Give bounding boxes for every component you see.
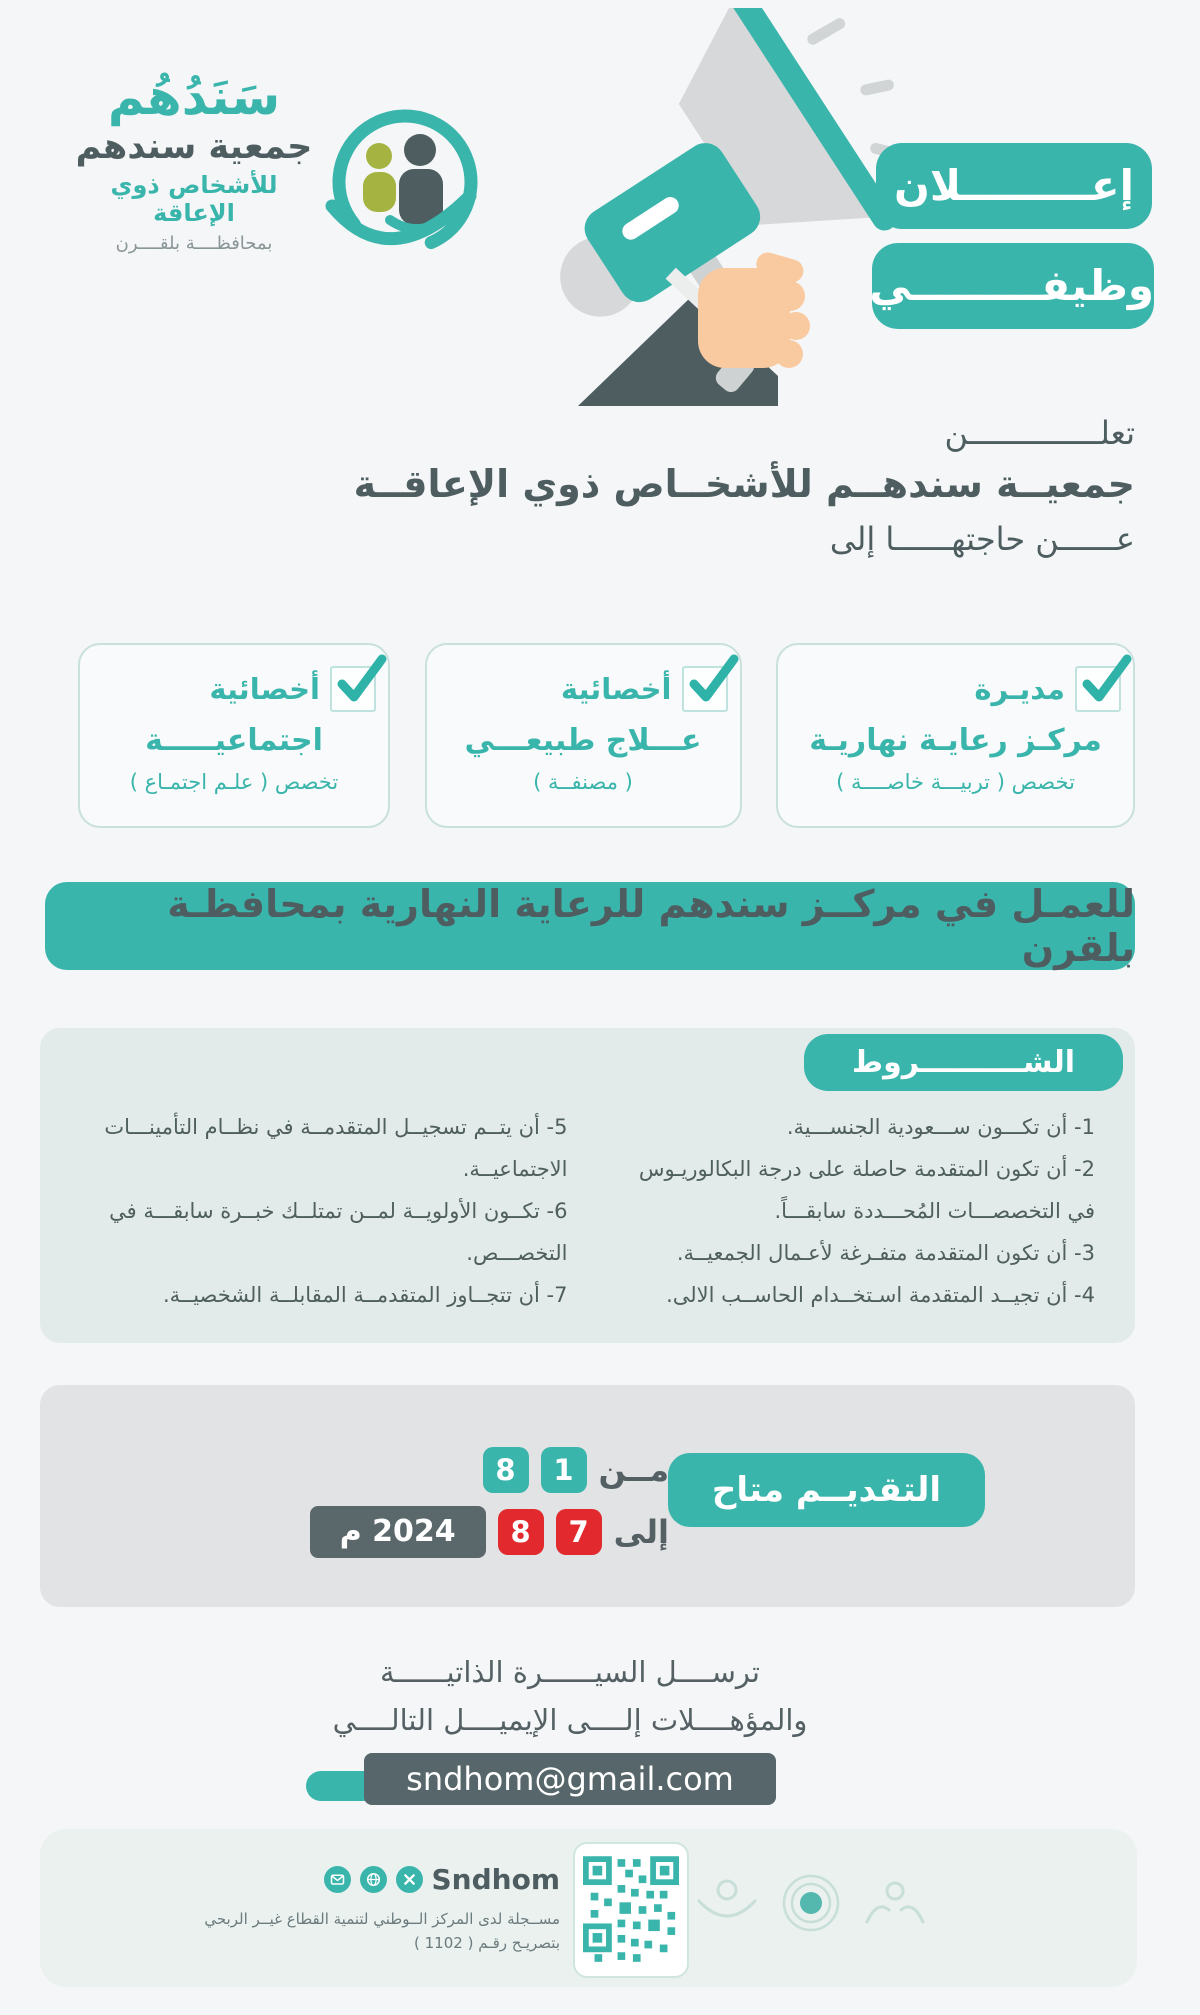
conditions-panel bbox=[40, 1028, 1135, 1343]
to-month-box: 8 bbox=[498, 1509, 544, 1555]
position-title: أخصائية bbox=[209, 672, 320, 706]
target-circles-icon bbox=[781, 1873, 841, 1933]
globe-icon[interactable] bbox=[360, 1866, 387, 1893]
announce-line-3: عــــــن حاجتهــــــا إلى bbox=[829, 520, 1135, 558]
social-row bbox=[204, 1863, 560, 1896]
org-name: جمعية سندهم bbox=[75, 127, 313, 167]
work-location-text: للعمـل في مركــز سندهم للرعاية النهارية بمحافظـة بلقرن bbox=[167, 882, 1135, 970]
org-location: بمحافظــــة بلقــــرن bbox=[115, 233, 273, 254]
registration-line-2: بتصريـح رقـم ( 1102 ) bbox=[414, 1934, 560, 1952]
footer-panel bbox=[40, 1829, 1137, 1987]
logo-wordmark: سَنَدُهُم bbox=[107, 68, 281, 126]
application-dates-panel bbox=[40, 1385, 1135, 1607]
announcement-badge-1: إعـــــــــلان bbox=[876, 143, 1152, 229]
position-title-2: عـــلاج طبيعـــي bbox=[464, 723, 702, 758]
position-title-2: مركـز رعايـة نهاريـة bbox=[809, 723, 1102, 758]
mail-icon[interactable] bbox=[324, 1866, 351, 1893]
condition-item: 3- أن تكون المتقدمة متفـرغة لأعـمال الجمعيــة. bbox=[676, 1241, 1095, 1265]
announce-line-2: جمعيــة سندهــم للأشخــاص ذوي الإعاقــة bbox=[353, 462, 1135, 506]
date-from-row bbox=[310, 1447, 669, 1493]
to-day-box: 7 bbox=[556, 1509, 602, 1555]
announce-line-1: تعلــــــــــــــن bbox=[944, 414, 1135, 452]
email-instruction-1: ترســــل السيــــــرة الذاتيــــــة bbox=[380, 1655, 760, 1689]
position-specialty: تخصص ( تربيـــة خاصــــة ) bbox=[836, 770, 1075, 794]
announcement-text bbox=[260, 414, 1135, 558]
work-location-banner bbox=[45, 882, 1135, 970]
checked-checkbox-icon bbox=[1075, 666, 1121, 712]
email-instruction-2: والمؤهــــلات إلــــى الإيميــــل التالــــي bbox=[332, 1703, 808, 1737]
email-pill[interactable] bbox=[364, 1760, 776, 1798]
position-card-social-specialist bbox=[78, 643, 390, 828]
email-section bbox=[40, 1648, 1100, 1798]
email-address[interactable]: sndhom@gmail.com bbox=[364, 1753, 776, 1805]
x-icon[interactable] bbox=[396, 1866, 423, 1893]
date-range bbox=[310, 1447, 669, 1558]
from-label: مــن bbox=[598, 1451, 669, 1489]
to-label: إلى bbox=[613, 1513, 669, 1551]
position-title: أخصائية bbox=[560, 672, 672, 706]
registration-line-1: مســجلة لدى المركز الــوطني لتنمية القطاع غيــر الربحي bbox=[204, 1910, 560, 1928]
condition-item: 7- أن تتجــاوز المتقدمــة المقابلــة الشخصيــة. bbox=[162, 1283, 568, 1307]
condition-item: 6- تكــون الأولويــة لمــن تمتلــك خبــرة سابقـــة في التخصـــص. bbox=[109, 1199, 568, 1265]
position-title: مديـرة bbox=[974, 672, 1065, 706]
position-title-2: اجتماعيـــــة bbox=[145, 723, 323, 758]
condition-item: 4- أن تجيــد المتقدمة اسـتخــدام الحاســب الالى. bbox=[666, 1283, 1095, 1307]
position-card-daycare-manager bbox=[776, 643, 1135, 828]
conditions-heading-badge: الشــــــــــروط bbox=[804, 1034, 1123, 1091]
social-handle: Sndhom bbox=[431, 1863, 560, 1896]
position-specialty: ( مصنفــة ) bbox=[533, 770, 633, 794]
logo-text-block bbox=[72, 70, 316, 254]
year-badge: 2024 م bbox=[310, 1506, 486, 1558]
checked-checkbox-icon bbox=[330, 666, 376, 712]
footer-watermark-icons bbox=[695, 1873, 927, 1933]
qr-code bbox=[573, 1842, 689, 1978]
application-open-badge: التقديــم متاح bbox=[668, 1453, 985, 1527]
from-month-box: 8 bbox=[483, 1447, 529, 1493]
positions-row bbox=[78, 643, 1135, 828]
org-description: للأشخاص ذوي الإعاقة bbox=[110, 171, 278, 227]
megaphone-icon bbox=[460, 8, 920, 406]
conditions-column-right bbox=[608, 1106, 1096, 1316]
conditions-column-left bbox=[80, 1106, 568, 1316]
announcement-badge-2: وظيفـــــــــي bbox=[872, 243, 1154, 329]
footer-info-block bbox=[204, 1863, 560, 1952]
position-card-physiotherapist bbox=[425, 643, 742, 828]
person-smile-icon bbox=[695, 1877, 759, 1929]
date-to-row bbox=[310, 1506, 669, 1558]
condition-item: 2- أن تكون المتقدمة حاصلة على درجة البكالوريـوس في التخصصـــات المُحـــددة سابقـــاً. bbox=[638, 1157, 1095, 1223]
condition-item: 1- أن تكـــون ســـعودية الجنســـية. bbox=[786, 1115, 1095, 1139]
condition-item: 5- أن يتــم تسجيــل المتقدمــة في نظــام التأمينـــات الاجتماعيــة. bbox=[104, 1115, 568, 1181]
position-specialty: تخصص ( علـم اجتمـاع ) bbox=[129, 770, 339, 794]
from-day-box: 1 bbox=[541, 1447, 587, 1493]
person-open-arms-icon bbox=[863, 1880, 927, 1926]
checked-checkbox-icon bbox=[682, 666, 728, 712]
